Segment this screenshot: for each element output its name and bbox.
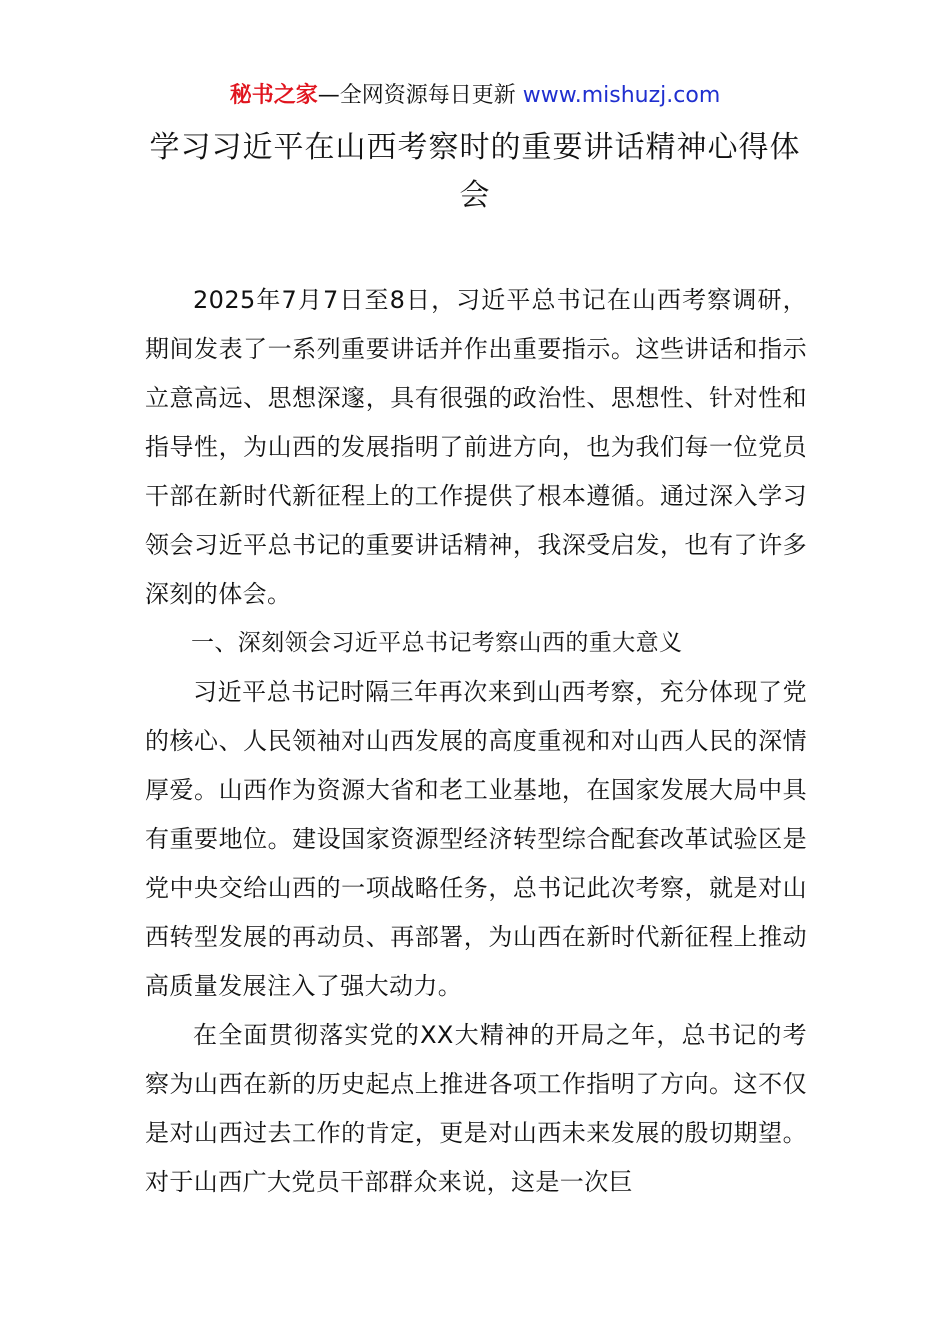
section-heading-1: 一、深刻领会习近平总书记考察山西的重大意义 [191,630,683,656]
paragraph-intro: 2025年7月7日至8日，习近平总书记在山西考察调研，期间发表了一系列重要讲话并作出重要指示。这些讲话和指示立意高远、思想深邃，具有很强的政治性、思想性、针对性和指导性，为山西的发展指明了前进方向，也为我们每一位党员干部在新时代新征程上的工作提供了根本遵循。通过深入学习领会习近平总书记的重要讲话精神，我深受启发，也有了许多深刻的体会。 [145,286,807,608]
document-body [145,276,807,1207]
paragraph-section-1-b: 在全面贯彻落实党的XX大精神的开局之年，总书记的考察为山西在新的历史起点上推进各项工作指明了方向。这不仅是对山西过去工作的肯定，更是对山西未来发展的殷切期望。对于山西广大党员干部群众来说，这是一次巨 [145,1021,807,1196]
brand-name: 秘书之家 [229,83,318,108]
site-url-link[interactable]: www.mishuzj.com [522,83,721,108]
document-title: 学习习近平在山西考察时的重要讲话精神心得体会 [149,130,801,213]
banner-tagline: —全网资源每日更新 [317,83,523,108]
site-banner [0,80,950,112]
paragraph-section-1-a: 习近平总书记时隔三年再次来到山西考察，充分体现了党的核心、人民领袖对山西发展的高度重视和对山西人民的深情厚爱。山西作为资源大省和老工业基地，在国家发展大局中具有重要地位。建设国家资源型经济转型综合配套改革试验区是党中央交给山西的一项战略任务，总书记此次考察，就是对山西转型发展的再动员、再部署，为山西在新时代新征程上推动高质量发展注入了强大动力。 [145,678,807,1000]
